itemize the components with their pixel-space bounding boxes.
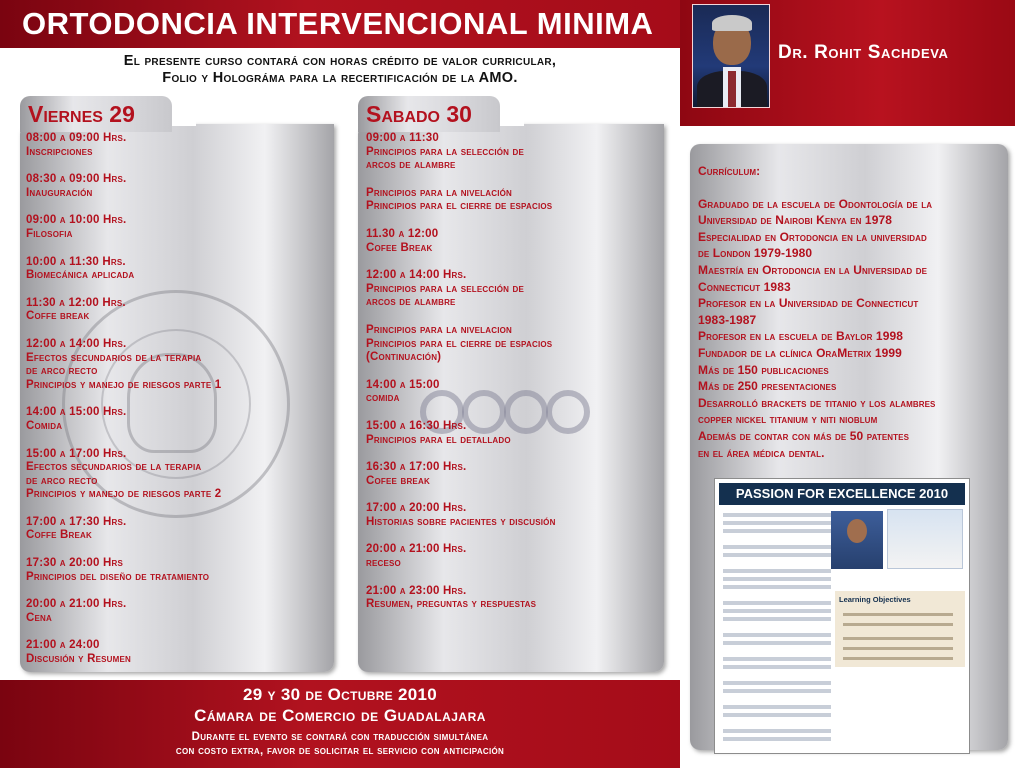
friday-session xyxy=(26,448,326,502)
saturday-session xyxy=(366,132,656,173)
friday-session xyxy=(26,516,326,543)
subtitle-line-1: El presente curso contará con horas crédito de valor curricular, xyxy=(123,53,557,69)
poster-speaker-photo xyxy=(831,511,883,569)
saturday-session-time: 12:00 a 14:00 Hrs. xyxy=(366,269,467,282)
friday-session-text: Discusión y Resumen xyxy=(26,653,132,666)
friday-session-time: 20:00 a 21:00 Hrs. xyxy=(26,598,127,611)
friday-session-time: 10:00 a 11:30 Hrs. xyxy=(26,255,126,268)
poster-text-line xyxy=(723,705,831,709)
poster-text-line xyxy=(723,713,831,717)
saturday-session-time: 11.30 a 12:00 xyxy=(366,227,439,240)
poster-text-line xyxy=(723,737,831,741)
curriculum-heading: Currículum: xyxy=(698,164,761,178)
friday-session-text: de arco recto xyxy=(26,474,98,487)
friday-session xyxy=(26,297,326,324)
saturday-session xyxy=(366,502,656,529)
saturday-tab-notch xyxy=(500,96,524,126)
saturday-session xyxy=(366,379,656,406)
curriculum-line: Especialidad en Ortodoncia en la universidad xyxy=(698,229,927,244)
friday-session-time: 08:00 a 09:00 Hrs. xyxy=(26,132,127,144)
curriculum-line: Maestría en Ortodoncia en la Universidad de xyxy=(698,262,928,277)
friday-session-time: 11:30 a 12:00 Hrs. xyxy=(26,296,126,309)
friday-session-time: 17:00 a 17:30 Hrs. xyxy=(26,515,127,528)
curriculum-line: en el área médica dental. xyxy=(698,445,825,460)
poster-text-line xyxy=(723,529,831,533)
saturday-session-text: Resumen, preguntas y respuestas xyxy=(366,598,537,611)
friday-session-text: Inscripciones xyxy=(26,145,93,158)
friday-session-text: Comida xyxy=(26,419,63,432)
poster-learning-line xyxy=(843,623,953,626)
curriculum-line: Universidad de Nairobi Kenya en 1978 xyxy=(698,213,893,228)
saturday-session-time: 09:00 a 11:30 xyxy=(366,132,439,144)
poster-learning-line xyxy=(843,657,953,660)
poster-text-line xyxy=(723,521,831,525)
saturday-session-time: Principios para la nivelacion xyxy=(366,323,513,336)
friday-session xyxy=(26,256,326,283)
saturday-session-text: Principios para la selección de xyxy=(366,282,525,295)
photo-hair xyxy=(712,15,752,31)
curriculum-line: Fundador de la clínica OraMetrix 1999 xyxy=(698,345,902,360)
friday-session-text: Cena xyxy=(26,611,52,624)
saturday-session xyxy=(366,228,656,255)
friday-session-text: Coffe Break xyxy=(26,529,93,542)
saturday-session-time: 20:00 a 21:00 Hrs. xyxy=(366,543,467,556)
conference-poster-image xyxy=(714,478,970,754)
poster-text-line xyxy=(723,729,831,733)
subtitle-line-2: Folio y Holográma para la recertificación de la AMO. xyxy=(162,70,518,86)
event-date: 29 y 30 de Octubre 2010 xyxy=(242,685,438,704)
curriculum-line: 1983-1987 xyxy=(698,312,757,327)
poster-text-line xyxy=(723,577,831,581)
friday-session-time: 21:00 a 24:00 xyxy=(26,639,100,652)
friday-tab-notch xyxy=(172,96,196,126)
curriculum-line: Además de contar con más de 50 patentes xyxy=(698,428,910,443)
saturday-session xyxy=(366,187,656,214)
poster-text-line xyxy=(723,609,831,613)
friday-session-text: de arco recto xyxy=(26,365,98,378)
poster-text-line xyxy=(723,689,831,693)
curriculum-line: Graduado de la escuela de Odontología de la xyxy=(698,196,933,211)
friday-session xyxy=(26,338,326,392)
translation-note-2: con costo extra, favor de solicitar el servicio con anticipación xyxy=(175,745,505,757)
poster-text-line xyxy=(723,665,831,669)
friday-session-text: Principios y manejo de riesgos parte 1 xyxy=(26,378,222,391)
saturday-session xyxy=(366,269,656,310)
poster-text-line xyxy=(723,641,831,645)
translation-note-1: Durante el evento se contará con traducción simultánea xyxy=(191,731,489,743)
saturday-session-time: 15:00 a 16:30 Hrs. xyxy=(366,419,467,432)
saturday-session-text: Cofee break xyxy=(366,474,430,487)
saturday-session xyxy=(366,324,656,365)
saturday-session-text: Principios para el detallado xyxy=(366,433,511,446)
poster-text-line xyxy=(723,601,831,605)
saturday-session-time: 17:00 a 20:00 Hrs. xyxy=(366,502,467,515)
page-title: ORTODONCIA INTERVENCIONAL MINIMA xyxy=(0,0,680,48)
poster-photo-head xyxy=(847,519,867,543)
friday-session xyxy=(26,214,326,241)
curriculum-line: Desarrolló brackets de titanio y los alambres xyxy=(698,395,936,410)
poster-text-line xyxy=(723,617,831,621)
friday-session-time: 17:30 a 20:00 Hrs xyxy=(26,557,124,570)
speaker-name: Dr. Rohit Sachdeva xyxy=(778,42,949,63)
friday-session-text: Coffe break xyxy=(26,310,90,323)
saturday-session xyxy=(366,420,656,447)
friday-session-text: Efectos secundarios de la terapia xyxy=(26,461,202,474)
saturday-schedule xyxy=(366,132,656,626)
saturday-session-time: 21:00 a 23:00 Hrs. xyxy=(366,584,467,597)
curriculum-line: Profesor en la Universidad de Connecticut xyxy=(698,296,919,311)
friday-session-time: 08:30 a 09:00 Hrs. xyxy=(26,173,127,186)
friday-session-time: 12:00 a 14:00 Hrs. xyxy=(26,337,127,350)
curriculum-lines xyxy=(698,196,1006,462)
saturday-session-text: Cofee Break xyxy=(366,241,433,254)
curriculum-line: Más de 150 publicaciones xyxy=(698,362,829,377)
poster-text-line xyxy=(723,545,831,549)
poster-title: PASSION FOR EXCELLENCE 2010 xyxy=(719,483,965,505)
friday-session xyxy=(26,132,326,159)
friday-session-text: Filosofia xyxy=(26,227,73,240)
friday-session-time: 15:00 a 17:00 Hrs. xyxy=(26,447,127,460)
curriculum xyxy=(698,163,1006,461)
saturday-session-text: Historias sobre pacientes y discusión xyxy=(366,515,556,528)
poster-learning-line xyxy=(843,647,953,650)
saturday-session xyxy=(366,585,656,612)
friday-session-text: Biomecánica aplicada xyxy=(26,269,135,282)
poster-text-line xyxy=(723,585,831,589)
saturday-session-text: Principios para la selección de xyxy=(366,145,525,158)
friday-session-text: Inauguración xyxy=(26,186,93,199)
saturday-session-text: arcos de alambre xyxy=(366,296,456,309)
saturday-session-text: comida xyxy=(366,392,400,405)
saturday-tab: Sabado 30 xyxy=(358,96,500,132)
friday-session xyxy=(26,406,326,433)
curriculum-line: Más de 250 presentaciones xyxy=(698,379,837,394)
poster-text-line xyxy=(723,513,831,517)
saturday-session-time: 14:00 a 15:00 xyxy=(366,378,440,391)
saturday-session-time: 16:30 a 17:00 Hrs. xyxy=(366,461,467,474)
poster-text-line xyxy=(723,553,831,557)
saturday-session xyxy=(366,461,656,488)
poster-learning-line xyxy=(843,613,953,616)
poster-learning-line xyxy=(843,637,953,640)
curriculum-line: Connecticut 1983 xyxy=(698,279,791,294)
saturday-session-text: receso xyxy=(366,557,401,570)
saturday-session-text: Principios para el cierre de espacios xyxy=(366,200,553,213)
friday-schedule xyxy=(26,132,326,681)
poster-learning-title: Learning Objectives xyxy=(839,595,911,604)
curriculum-line: Profesor en la escuela de Baylor 1998 xyxy=(698,329,904,344)
friday-session-time: 09:00 a 10:00 Hrs. xyxy=(26,214,127,227)
saturday-session xyxy=(366,543,656,570)
poster-text-line xyxy=(723,681,831,685)
friday-session-text: Efectos secundarios de la terapia xyxy=(26,351,202,364)
photo-tie xyxy=(728,71,736,108)
event-venue: Cámara de Comercio de Guadalajara xyxy=(194,706,486,725)
event-footer xyxy=(0,680,680,768)
friday-session xyxy=(26,557,326,584)
friday-session-text: Principios del diseño de tratamiento xyxy=(26,570,210,583)
friday-session xyxy=(26,639,326,666)
saturday-session-text: arcos de alambre xyxy=(366,159,456,172)
poster-text-line xyxy=(723,569,831,573)
friday-tab: Viernes 29 xyxy=(20,96,172,132)
poster-text-line xyxy=(723,633,831,637)
poster-venue-image xyxy=(887,509,963,569)
friday-session-text: Principios y manejo de riesgos parte 2 xyxy=(26,488,222,501)
curriculum-line: copper nickel titanium y niti nioblum xyxy=(698,412,878,427)
saturday-session-text: Principios para el cierre de espacios xyxy=(366,337,553,350)
saturday-session-text: (Continuación) xyxy=(366,351,442,364)
friday-session xyxy=(26,598,326,625)
course-subtitle xyxy=(0,53,680,87)
friday-session-time: 14:00 a 15:00 Hrs. xyxy=(26,406,127,419)
poster-text-line xyxy=(723,657,831,661)
saturday-session-time: Principios para la nivelación xyxy=(366,186,513,199)
speaker-photo xyxy=(692,4,770,108)
curriculum-line: de London 1979-1980 xyxy=(698,246,813,261)
friday-session xyxy=(26,173,326,200)
